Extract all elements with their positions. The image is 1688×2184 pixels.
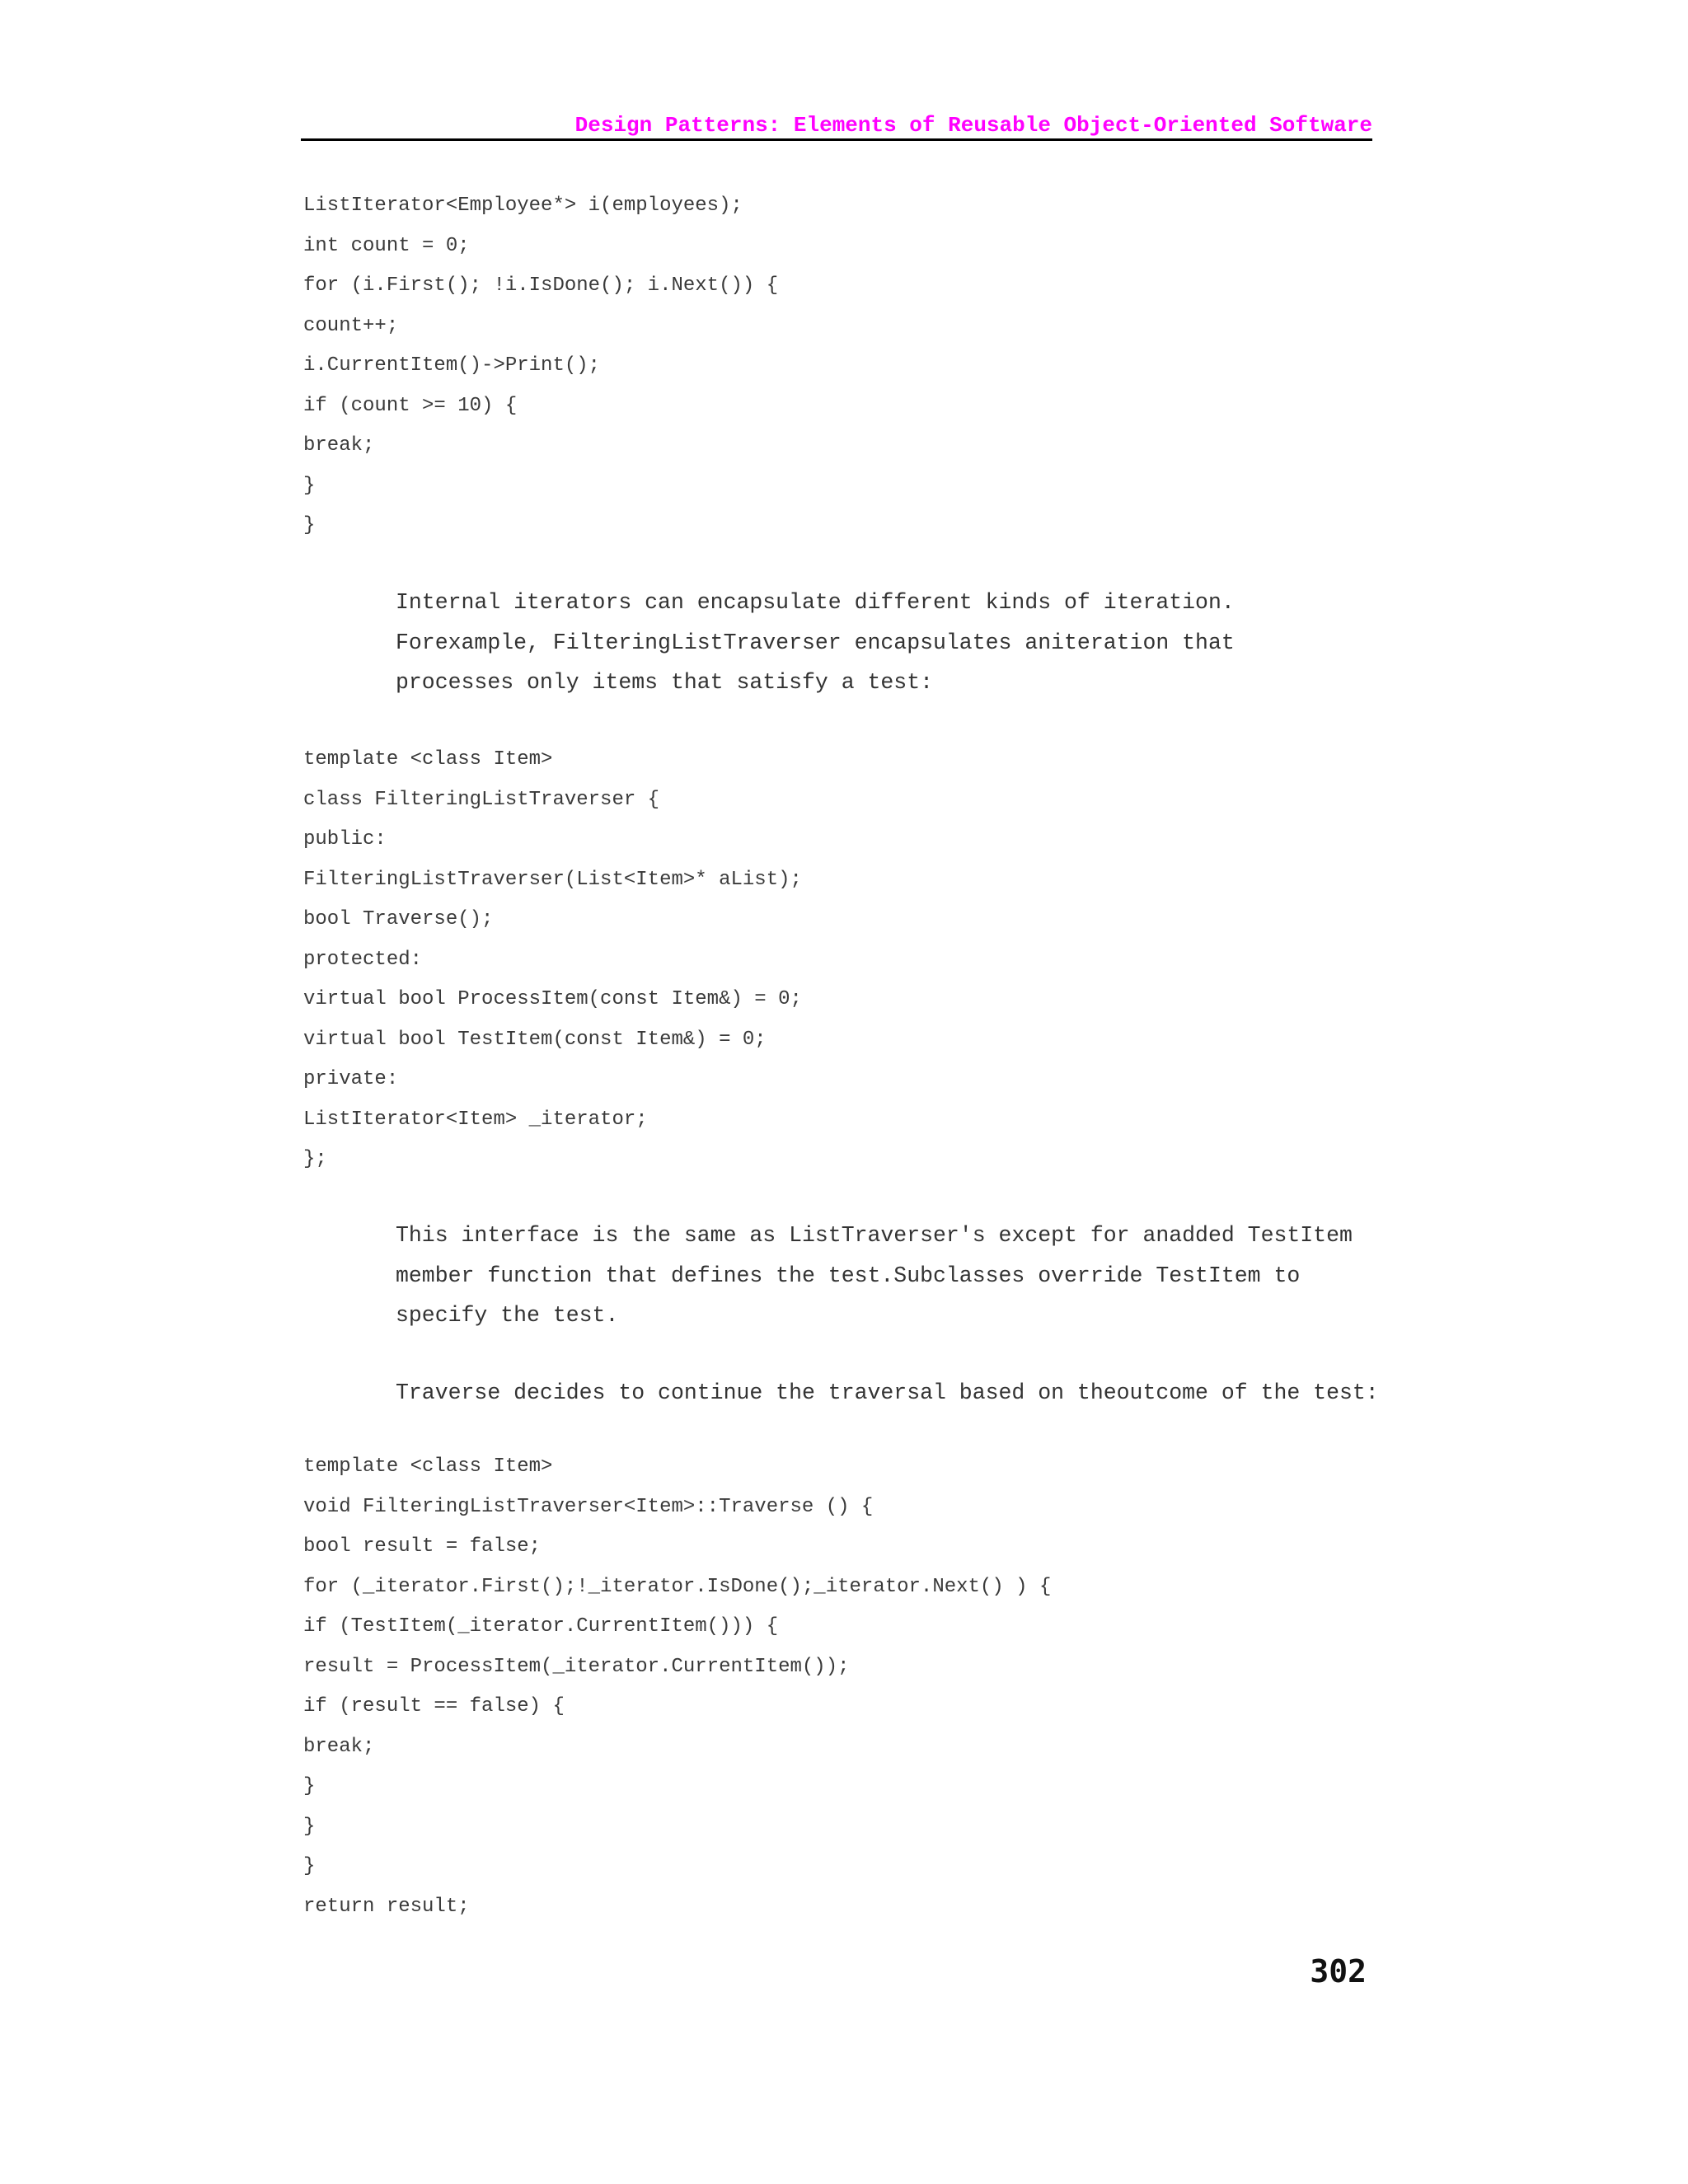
code-line: break;	[303, 1735, 375, 1758]
code-line: if (result == false) {	[303, 1695, 565, 1718]
paragraph-line: Forexample, FilteringListTraverser encapsulates aniteration that	[396, 630, 1235, 655]
code-line: void FilteringListTraverser<Item>::Traverse () {	[303, 1495, 874, 1518]
code-line: protected:	[303, 948, 423, 971]
code-line: for (i.First(); !i.IsDone(); i.Next()) {	[303, 274, 779, 297]
code-line: };	[303, 1148, 327, 1170]
paragraph-traverse-decides	[396, 1373, 1385, 1413]
code-line: virtual bool ProcessItem(const Item&) = 0;	[303, 988, 802, 1010]
code-line: ListIterator<Item> _iterator;	[303, 1108, 648, 1131]
code-line: i.CurrentItem()->Print();	[303, 354, 601, 377]
code-line: int count = 0;	[303, 234, 470, 257]
code-line: class FilteringListTraverser {	[303, 788, 660, 811]
page-number: 302	[1310, 1953, 1367, 1990]
code-line: template <class Item>	[303, 1455, 553, 1478]
code-line: }	[303, 1815, 316, 1838]
book-title: Design Patterns: Elements of Reusable Object-Oriented Software	[574, 113, 1372, 138]
code-line: public:	[303, 828, 387, 851]
code-line: result = ProcessItem(_iterator.CurrentItem());	[303, 1655, 850, 1678]
code-line: }	[303, 1855, 316, 1877]
code-line: if (TestItem(_iterator.CurrentItem())) {	[303, 1615, 779, 1638]
code-block-list-iterator	[303, 186, 778, 546]
paragraph-internal-iterators	[396, 583, 1385, 703]
code-line: virtual bool TestItem(const Item&) = 0;	[303, 1028, 767, 1051]
header-rule	[301, 138, 1372, 141]
code-block-filtering-traverser-class	[303, 740, 802, 1180]
paragraph-interface-description	[396, 1216, 1385, 1336]
code-line: break;	[303, 434, 375, 457]
code-line: return result;	[303, 1895, 470, 1918]
paragraph-line: This interface is the same as ListTraverser's except for anadded TestItem	[396, 1223, 1353, 1248]
code-line: ListIterator<Employee*> i(employees);	[303, 194, 743, 217]
code-line: FilteringListTraverser(List<Item>* aList);	[303, 868, 802, 891]
code-line: bool result = false;	[303, 1535, 542, 1558]
paragraph-line: member function that defines the test.Subclasses override TestItem to	[396, 1263, 1301, 1288]
code-line: template <class Item>	[303, 748, 553, 771]
paragraph-line: specify the test.	[396, 1303, 619, 1328]
paragraph-line: processes only items that satisfy a test:	[396, 670, 934, 695]
paragraph-line: Internal iterators can encapsulate different kinds of iteration.	[396, 590, 1235, 615]
code-line: if (count >= 10) {	[303, 394, 518, 417]
code-line: }	[303, 514, 316, 537]
code-line: count++;	[303, 314, 399, 337]
code-line: }	[303, 1775, 316, 1797]
code-line: private:	[303, 1068, 399, 1090]
code-line: bool Traverse();	[303, 908, 494, 930]
code-block-traverse-impl	[303, 1447, 1051, 1927]
code-line: }	[303, 474, 316, 497]
paragraph-line: Traverse decides to continue the traversal based on theoutcome of the test:	[396, 1380, 1379, 1405]
running-header	[301, 109, 1372, 142]
code-line: for (_iterator.First();!_iterator.IsDone();_iterator.Next() ) {	[303, 1575, 1052, 1598]
